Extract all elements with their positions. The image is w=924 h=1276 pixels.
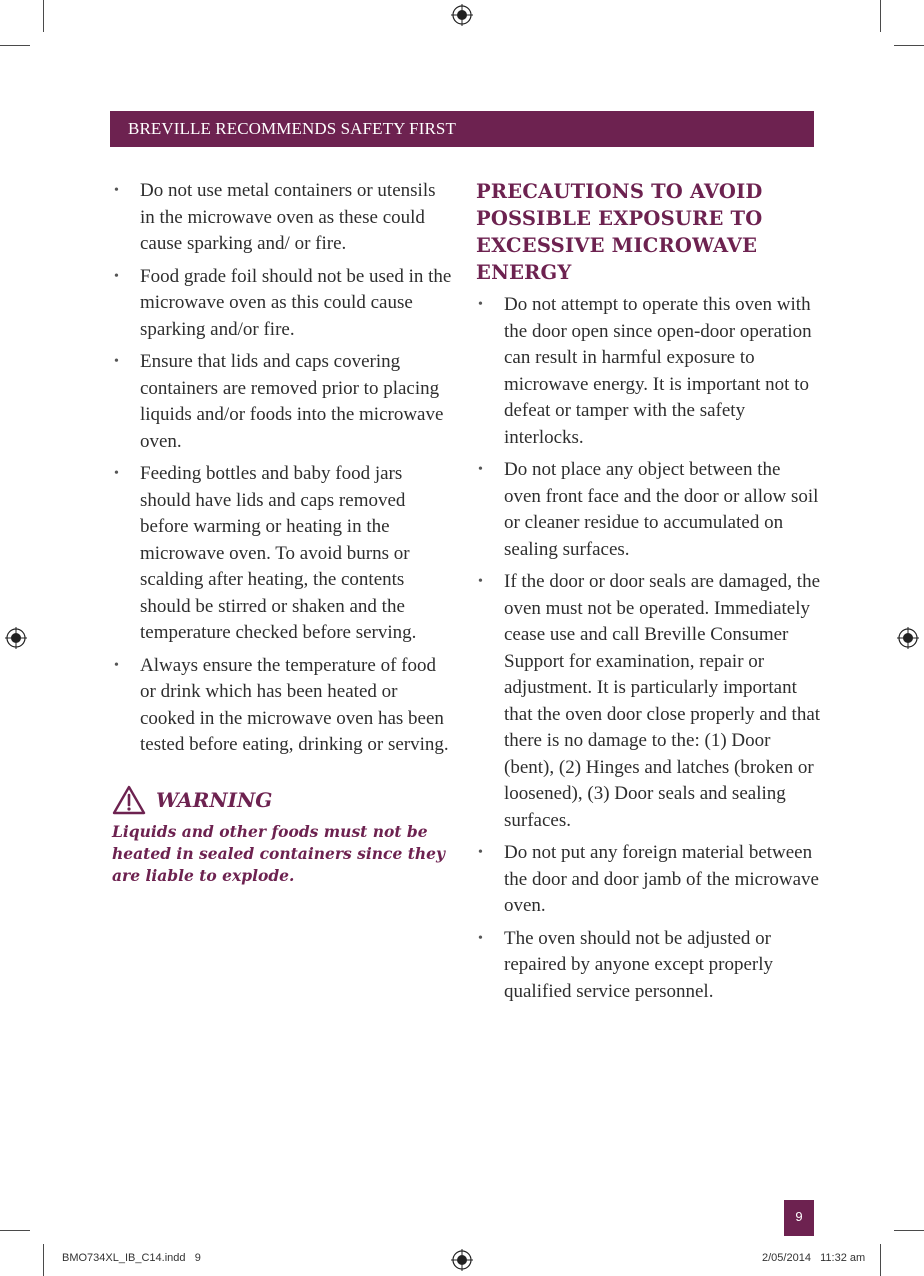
left-column (112, 178, 452, 887)
precautions-heading: PRECAUTIONS TO AVOID POSSIBLE EXPOSURE TO EXCESSIVE MICROWAVE ENERGY (476, 180, 763, 284)
list-item-text: Do not attempt to operate this oven with the door open since open-door operation can result in harmful exposure to microwave energy. It is important not to defeat or tamper with the safety interlocks. (504, 294, 812, 448)
list-item-text: Do not place any object between the oven front face and the door or allow soil or cleaner residue to accumulated on sealing surfaces. (504, 459, 819, 560)
warning-block (112, 785, 452, 887)
bullet-icon: • (478, 297, 483, 312)
right-column (476, 178, 821, 1011)
warning-label: WARNING (156, 787, 273, 812)
bullet-icon: • (114, 183, 119, 198)
crop-mark (894, 1230, 924, 1231)
list-item (476, 926, 821, 1006)
registration-mark-icon (451, 1249, 473, 1271)
registration-mark-icon (897, 627, 919, 649)
footer-file-name: BMO734XL_IB_C14.indd 9 (62, 1252, 201, 1264)
list-item (112, 349, 452, 455)
crop-mark (43, 0, 44, 32)
list-item (476, 457, 821, 563)
section-banner: BREVILLE RECOMMENDS SAFETY FIRST (110, 111, 814, 147)
warning-title (112, 785, 452, 815)
list-item-text: Food grade foil should not be used in the microwave oven as this could cause sparking and/or fire. (140, 265, 452, 340)
registration-mark-icon (5, 627, 27, 649)
list-item-text: Always ensure the temperature of food or drink which has been heated or cooked in the microwave oven has been tested before eating, drinking or serving. (140, 654, 449, 755)
list-item-text: Feeding bottles and baby food jars should have lids and caps removed before warming or heating in the microwave oven. To avoid burns or scalding after heating, the contents should be stirred or shaken and the temperature checked before serving. (140, 463, 417, 643)
crop-mark (880, 0, 881, 32)
safety-bullet-list (112, 178, 452, 759)
warning-triangle-icon (112, 785, 146, 815)
list-item (112, 653, 452, 759)
list-item (112, 264, 452, 344)
crop-mark (43, 1244, 44, 1276)
bullet-icon: • (114, 268, 119, 284)
bullet-icon: • (478, 845, 483, 860)
list-item (476, 292, 821, 451)
list-item (476, 840, 821, 920)
list-item (112, 461, 452, 647)
crop-mark (0, 45, 30, 46)
registration-mark-icon (451, 4, 473, 26)
list-item-text: Do not use metal containers or utensils in the microwave oven as these could cause sparking and/ or fire. (140, 180, 436, 254)
crop-mark (0, 1230, 30, 1231)
bullet-icon: • (478, 574, 483, 589)
bullet-icon: • (478, 462, 483, 477)
footer-date: 2/05/2014 11:32 am (762, 1252, 866, 1264)
bullet-icon: • (114, 657, 119, 673)
crop-mark (880, 1244, 881, 1276)
list-item-text: Ensure that lids and caps covering containers are removed prior to placing liquids and/or foods into the microwave oven. (140, 351, 444, 452)
precautions-bullet-list (476, 292, 821, 1005)
list-item (112, 178, 452, 258)
list-item-text: The oven should not be adjusted or repaired by anyone except properly qualified service personnel. (504, 927, 774, 1002)
list-item (476, 569, 821, 834)
crop-mark (894, 45, 924, 46)
warning-text: Liquids and other foods must not be heated in sealed containers since they are liable to explode. (112, 821, 446, 885)
bullet-icon: • (114, 354, 119, 369)
bullet-icon: • (114, 466, 119, 481)
list-item-text: Do not put any foreign material between the door and door jamb of the microwave oven. (504, 842, 819, 916)
bullet-icon: • (478, 930, 483, 946)
page-number: 9 (784, 1200, 814, 1236)
list-item-text: If the door or door seals are damaged, the oven must not be operated. Immediately cease use and call Breville Consumer Support for examination, repair or adjustment. It is particularly important that the oven door close properly and that there is no damage to the: (1) Door (bent), (2) Hinges and latches (broken or loosened), (3) Door seals and sealing surfaces. (504, 571, 821, 831)
